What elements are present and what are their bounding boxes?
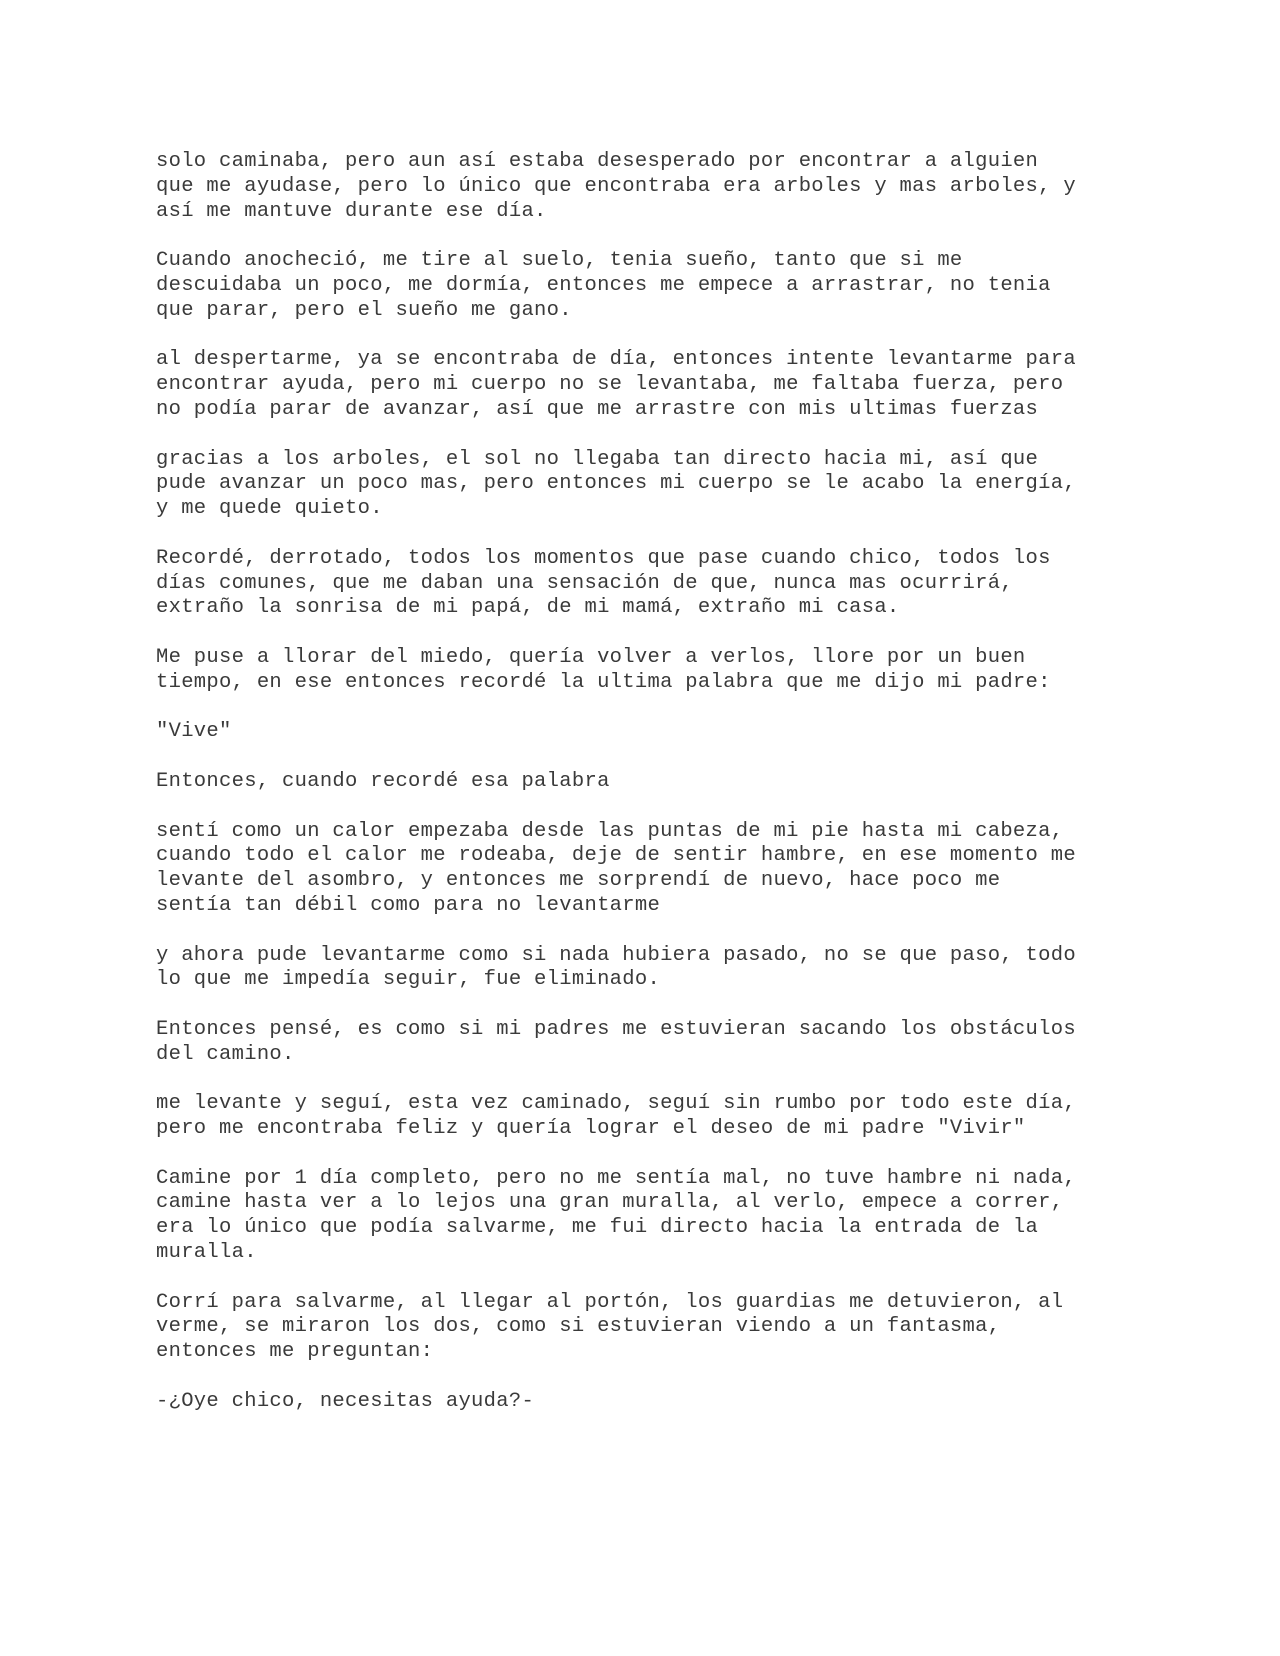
- paragraph: Entonces pensé, es como si mi padres me estuvieran sacando los obstáculos del camino.: [156, 1017, 1076, 1066]
- paragraph: -¿Oye chico, necesitas ayuda?-: [156, 1389, 535, 1413]
- paragraph: me levante y seguí, esta vez caminado, seguí sin rumbo por todo este día, pero me encontraba feliz y quería lograr el deseo de mi padre "Vivir": [156, 1092, 1076, 1141]
- paragraph: "Vive": [156, 720, 232, 744]
- paragraph: solo caminaba, pero aun así estaba desesperado por encontrar a alguien que me ayudase, pero lo único que encontraba era arboles y mas arboles, y así me mantuve durante ese día.: [156, 150, 1076, 223]
- paragraph: Corrí para salvarme, al llegar al portón, los guardias me detuvieron, al verme, se miraron los dos, como si estuvieran viendo a un fantasma, entonces me preguntan:: [156, 1290, 1064, 1364]
- paragraph: al despertarme, ya se encontraba de día, entonces intente levantarme para encontrar ayuda, pero mi cuerpo no se levantaba, me faltaba fuerza, pero no podía parar de avanzar, así que me arrastre con mis ultimas fuerzas: [156, 348, 1076, 421]
- paragraph: Entonces, cuando recordé esa palabra: [156, 769, 610, 793]
- paragraph: sentí como un calor empezaba desde las puntas de mi pie hasta mi cabeza, cuando todo el calor me rodeaba, deje de sentir hambre, en ese momento me levante del asombro, y entonces me sorprendí de nuevo, hace poco me sentía tan débil como para no levantarme: [156, 819, 1076, 917]
- paragraph: Me puse a llorar del miedo, quería volver a verlos, llore por un buen tiempo, en ese entonces recordé la ultima palabra que me dijo mi padre:: [156, 645, 1051, 694]
- paragraph: Cuando anocheció, me tire al suelo, tenia sueño, tanto que si me descuidaba un poco, me dormía, entonces me empece a arrastrar, no tenia que parar, pero el sueño me gano.: [156, 249, 1051, 322]
- paragraph: gracias a los arboles, el sol no llegaba tan directo hacia mi, así que pude avanzar un poco mas, pero entonces mi cuerpo se le acabo la energía, y me quede quieto.: [156, 447, 1076, 521]
- paragraph: Camine por 1 día completo, pero no me sentía mal, no tuve hambre ni nada, camine hasta ver a lo lejos una gran muralla, al verlo, empece a correr, era lo único que podía salvarme, me fui directo hacia la entrada de la muralla.: [156, 1166, 1076, 1265]
- paragraph: y ahora pude levantarme como si nada hubiera pasado, no se que paso, todo lo que me impedía seguir, fue eliminado.: [156, 943, 1076, 992]
- document-body: [156, 150, 1156, 1439]
- paragraph: Recordé, derrotado, todos los momentos que pase cuando chico, todos los días comunes, que me daban una sensación de que, nunca mas ocurrirá, extraño la sonrisa de mi papá, de mi mamá, extraño mi casa.: [156, 546, 1051, 620]
